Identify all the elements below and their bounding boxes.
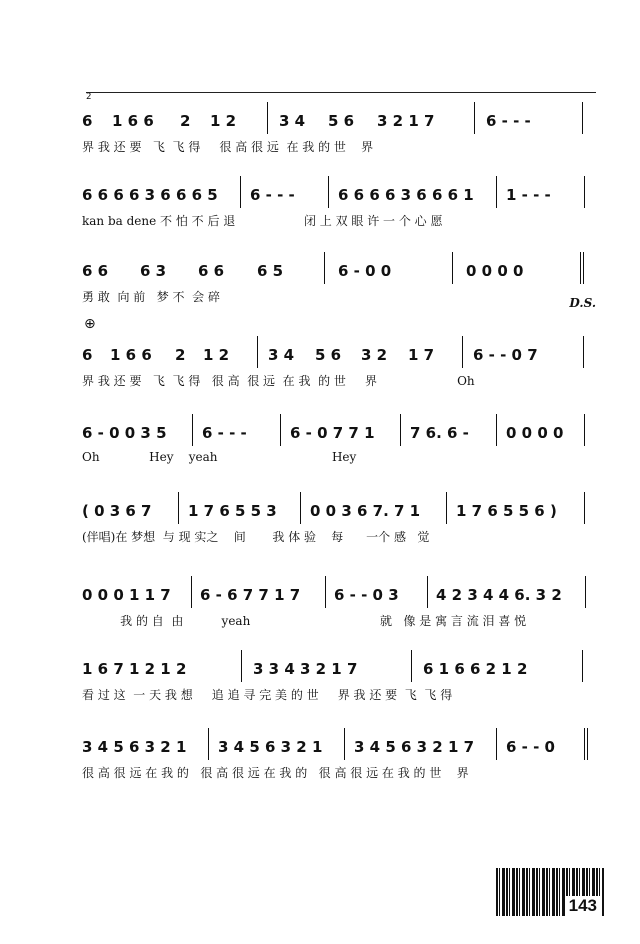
page-number: 143	[566, 896, 600, 916]
barline	[344, 728, 345, 760]
barline	[240, 176, 241, 208]
note-group: 1 7 6 5 5 6 )	[456, 502, 557, 520]
barline	[584, 728, 588, 760]
barline	[580, 252, 584, 284]
note-group: 2	[180, 112, 191, 130]
note-group: 1 - - -	[506, 186, 551, 204]
lyrics-text: 界 我 还 要 飞 飞 得 很 高 很 远 在 我 的 世 界 Oh	[82, 374, 475, 388]
note-group: 2	[175, 346, 186, 364]
lyrics-text: 很 高 很 远 在 我 的 很 高 很 远 在 我 的 很 高 很 远 在 我 的 世 界	[82, 766, 469, 780]
note-group: 3 2 1 7	[377, 112, 435, 130]
note-group: 1 6 6	[112, 112, 154, 130]
note-group: 6 6	[198, 262, 225, 280]
lyrics-text: 界 我 还 要 飞 飞 得 很 高 很 远 在 我 的 世 界	[82, 140, 374, 154]
note-group: 1 7 6 5 5 3	[188, 502, 277, 520]
lyrics-line	[82, 212, 602, 232]
note-group: 3 4 5 6 3 2 1	[82, 738, 187, 756]
barline	[452, 252, 453, 284]
note-group: 6 3	[140, 262, 167, 280]
lyrics-line	[82, 612, 602, 632]
lyrics-line	[82, 686, 602, 706]
notes-line	[82, 502, 602, 528]
barline	[300, 492, 301, 524]
corner-mark: 2	[86, 92, 92, 102]
barline	[583, 336, 584, 368]
note-group: 4 2 3 4 4 6. 3 2	[436, 586, 562, 604]
lyrics-line	[82, 288, 602, 308]
barline	[191, 576, 192, 608]
note-group: 5 6	[315, 346, 342, 364]
note-group: 6 - - 0 3	[334, 586, 399, 604]
ds-mark: D.S.	[569, 296, 596, 310]
barline	[400, 414, 401, 446]
score-row	[82, 660, 602, 706]
note-group: 3 4 5 6 3 2 1 7	[354, 738, 475, 756]
lyrics-line	[82, 450, 602, 470]
notes-line	[82, 346, 602, 372]
note-group: 6 - 0 0 3 5	[82, 424, 167, 442]
lyrics-text: 我 的 自 由 yeah 就 像 是 寓 言 流 泪 喜 悦	[82, 614, 527, 628]
barline	[582, 102, 583, 134]
staff-top-rule	[86, 92, 596, 93]
note-group: 6 - - 0	[506, 738, 555, 756]
note-group: 6 1 6 6 2 1 2	[423, 660, 528, 678]
note-group: 6 6	[82, 262, 109, 280]
barline	[208, 728, 209, 760]
note-group: 7 6. 6 -	[410, 424, 469, 442]
note-group: 0 0 0 1 1 7	[82, 586, 171, 604]
lyrics-text: 勇 敢 向 前 梦 不 会 碎	[82, 290, 220, 304]
note-group: 6 - - 0 7	[473, 346, 538, 364]
score-row	[82, 424, 602, 470]
barline	[267, 102, 268, 134]
lyrics-line	[82, 528, 602, 548]
notes-line	[82, 112, 602, 138]
note-group: 3 4 5 6 3 2 1	[218, 738, 323, 756]
barline	[280, 414, 281, 446]
score-row	[82, 738, 602, 784]
lyrics-text: (伴唱)在 梦想 与 现 实之 间 我 体 验 每 一个 感 觉	[82, 530, 430, 544]
note-group: 5 6	[328, 112, 355, 130]
score-row	[82, 262, 602, 308]
note-group: 6 - 0 0	[338, 262, 392, 280]
barline	[325, 576, 326, 608]
notes-line	[82, 738, 602, 764]
note-group: 1 2	[203, 346, 230, 364]
note-group: 1 6 6	[110, 346, 152, 364]
barline	[192, 414, 193, 446]
barline	[324, 252, 325, 284]
barline	[178, 492, 179, 524]
notes-line	[82, 186, 602, 212]
barline	[496, 176, 497, 208]
barline	[241, 650, 242, 682]
note-group: 3 2	[361, 346, 388, 364]
score-row	[82, 186, 602, 232]
barline	[584, 176, 585, 208]
note-group: 6	[82, 112, 93, 130]
barline	[446, 492, 447, 524]
note-group: 6 - - -	[486, 112, 531, 130]
note-group: ( 0 3 6 7	[82, 502, 152, 520]
barline	[496, 728, 497, 760]
barline	[257, 336, 258, 368]
note-group: 6 - - -	[202, 424, 247, 442]
note-group: 1 6 7 1 2 1 2	[82, 660, 187, 678]
note-group: 6 - 0 7 7 1	[290, 424, 375, 442]
notes-line	[82, 424, 602, 450]
barline	[411, 650, 412, 682]
lyrics-text: Oh Hey yeah Hey	[82, 450, 357, 464]
notes-line	[82, 586, 602, 612]
note-group: 0 0 3 6 7. 7 1	[310, 502, 421, 520]
barline	[427, 576, 428, 608]
score-row	[82, 112, 602, 158]
notes-line	[82, 660, 602, 686]
score-row	[82, 346, 602, 392]
note-group: 3 4	[279, 112, 306, 130]
coda-mark: ⊕	[84, 316, 96, 332]
note-group: 1 2	[210, 112, 237, 130]
lyrics-line	[82, 764, 602, 784]
lyrics-text: 看 过 这 一 天 我 想 追 追 寻 完 美 的 世 界 我 还 要 飞 飞 得	[82, 688, 453, 702]
lyrics-text: kan ba dene 不 怕 不 后 退 闭 上 双 眼 许 一 个 心 愿	[82, 214, 443, 228]
score-row	[82, 586, 602, 632]
score-row	[82, 502, 602, 548]
note-group: 3 3 4 3 2 1 7	[253, 660, 358, 678]
barline	[496, 414, 497, 446]
barline	[585, 576, 586, 608]
barline	[328, 176, 329, 208]
lyrics-line	[82, 138, 602, 158]
note-group: 3 4	[268, 346, 295, 364]
barline	[584, 414, 585, 446]
barline	[582, 650, 583, 682]
barline	[474, 102, 475, 134]
note-group: 0 0 0 0	[506, 424, 564, 442]
note-group: 0 0 0 0	[466, 262, 524, 280]
notes-line	[82, 262, 602, 288]
note-group: 6 6 6 6 3 6 6 6 1	[338, 186, 474, 204]
lyrics-line	[82, 372, 602, 392]
barline	[462, 336, 463, 368]
note-group: 6 5	[257, 262, 284, 280]
note-group: 6 - 6 7 7 1 7	[200, 586, 301, 604]
note-group: 1 7	[408, 346, 435, 364]
note-group: 6 - - -	[250, 186, 295, 204]
barline	[584, 492, 585, 524]
note-group: 6 6 6 6 3 6 6 6 5	[82, 186, 218, 204]
note-group: 6	[82, 346, 93, 364]
